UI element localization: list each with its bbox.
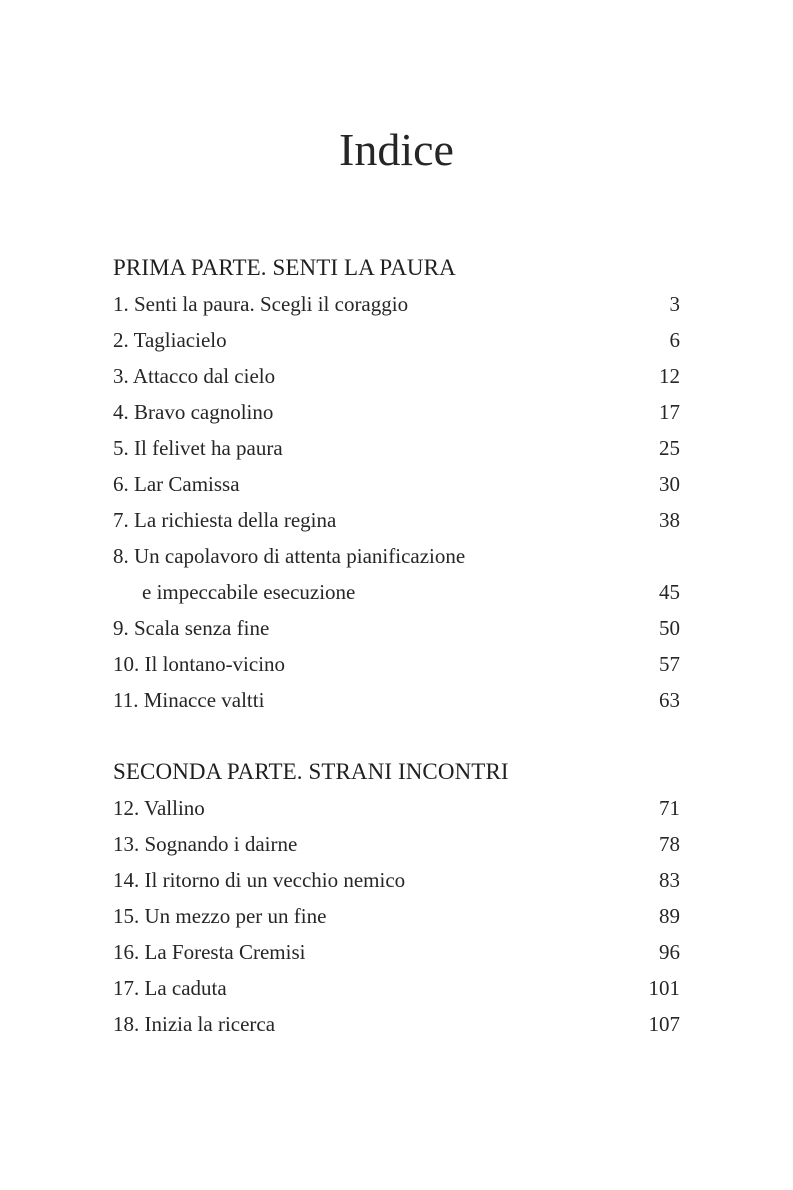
- chapter-title: Attacco dal cielo: [132, 364, 276, 388]
- chapter-title: Senti la paura. Scegli il coraggio: [134, 292, 409, 316]
- page-number: 78: [659, 832, 680, 856]
- chapter-title: Scala senza fine: [134, 616, 270, 640]
- chapter-title: Vallino: [144, 796, 205, 820]
- chapter-title: Bravo cagnolino: [134, 400, 274, 424]
- toc-entry-15[interactable]: [113, 898, 680, 934]
- chapter-number: 5.: [113, 436, 129, 460]
- chapter-number: 11.: [113, 688, 139, 712]
- chapter-number: 4.: [113, 400, 129, 424]
- toc-entry-9[interactable]: [113, 610, 680, 646]
- toc-entry-2[interactable]: [113, 322, 680, 358]
- chapter-title: Sognando i dairne: [144, 832, 298, 856]
- toc-entry-8-continued[interactable]: [113, 574, 680, 610]
- toc-entry-3[interactable]: [113, 358, 680, 394]
- page-number: 3: [669, 292, 680, 316]
- page-number: 12: [659, 364, 680, 388]
- chapter-number: 1.: [113, 292, 129, 316]
- page-number: 83: [659, 868, 680, 892]
- page-number: 107: [648, 1012, 680, 1036]
- chapter-number: 13.: [113, 832, 140, 856]
- chapter-title: La richiesta della regina: [134, 508, 337, 532]
- page-number: 38: [659, 508, 680, 532]
- page-number: 89: [659, 904, 680, 928]
- page-number: 17: [659, 400, 680, 424]
- chapter-title: Tagliacielo: [133, 328, 227, 352]
- page-number: 30: [659, 472, 680, 496]
- toc-entry-11[interactable]: [113, 682, 680, 718]
- toc-entry-13[interactable]: [113, 826, 680, 862]
- toc-entry-7[interactable]: [113, 502, 680, 538]
- chapter-number: 15.: [113, 904, 140, 928]
- chapter-title: La Foresta Cremisi: [144, 940, 306, 964]
- toc-entry-6[interactable]: [113, 466, 680, 502]
- chapter-number: 18.: [113, 1012, 140, 1036]
- page-number: 71: [659, 796, 680, 820]
- toc-entry-18[interactable]: [113, 1006, 680, 1042]
- chapter-title: Lar Camissa: [134, 472, 240, 496]
- page-number: 45: [659, 580, 680, 604]
- page-title: Indice: [339, 124, 454, 175]
- chapter-title: Il lontano-vicino: [144, 652, 286, 676]
- page-number: 6: [669, 328, 680, 352]
- page-number: 96: [659, 940, 680, 964]
- chapter-number: 14.: [113, 868, 140, 892]
- toc-entry-8[interactable]: [113, 538, 680, 574]
- toc-entry-12[interactable]: [113, 790, 680, 826]
- page-number: 101: [648, 976, 680, 1000]
- toc-entry-10[interactable]: [113, 646, 680, 682]
- page-number: 50: [659, 616, 680, 640]
- part-heading: SECONDA PARTE. STRANI INCONTRI: [113, 759, 509, 784]
- chapter-title: Minacce valtti: [143, 688, 265, 712]
- toc-entry-14[interactable]: [113, 862, 680, 898]
- chapter-number: 12.: [113, 796, 140, 820]
- chapter-number: 6.: [113, 472, 129, 496]
- toc-entry-5[interactable]: [113, 430, 680, 466]
- chapter-title: La caduta: [144, 976, 227, 1000]
- toc-part-1: [113, 250, 680, 718]
- chapter-number: 8.: [113, 544, 129, 568]
- chapter-number: 9.: [113, 616, 129, 640]
- chapter-title: Inizia la ricerca: [144, 1012, 276, 1036]
- chapter-number: 2.: [113, 328, 129, 352]
- chapter-number: 16.: [113, 940, 140, 964]
- chapter-title-continued: e impeccabile esecuzione: [142, 580, 356, 604]
- toc-entry-16[interactable]: [113, 934, 680, 970]
- toc-entry-1[interactable]: [113, 286, 680, 322]
- page-number: 57: [659, 652, 680, 676]
- toc-entry-4[interactable]: [113, 394, 680, 430]
- page-number: 25: [659, 436, 680, 460]
- page-number: 63: [659, 688, 680, 712]
- chapter-title: Il ritorno di un vecchio nemico: [144, 868, 406, 892]
- chapter-title: Un capolavoro di attenta pianificazione: [134, 544, 466, 568]
- chapter-number: 3.: [113, 364, 129, 388]
- toc-entry-17[interactable]: [113, 970, 680, 1006]
- chapter-number: 17.: [113, 976, 140, 1000]
- part-heading: PRIMA PARTE. SENTI LA PAURA: [113, 255, 456, 280]
- chapter-number: 10.: [113, 652, 140, 676]
- chapter-title: Il felivet ha paura: [134, 436, 283, 460]
- toc-part-2: [113, 754, 680, 1042]
- chapter-title: Un mezzo per un fine: [144, 904, 327, 928]
- chapter-number: 7.: [113, 508, 129, 532]
